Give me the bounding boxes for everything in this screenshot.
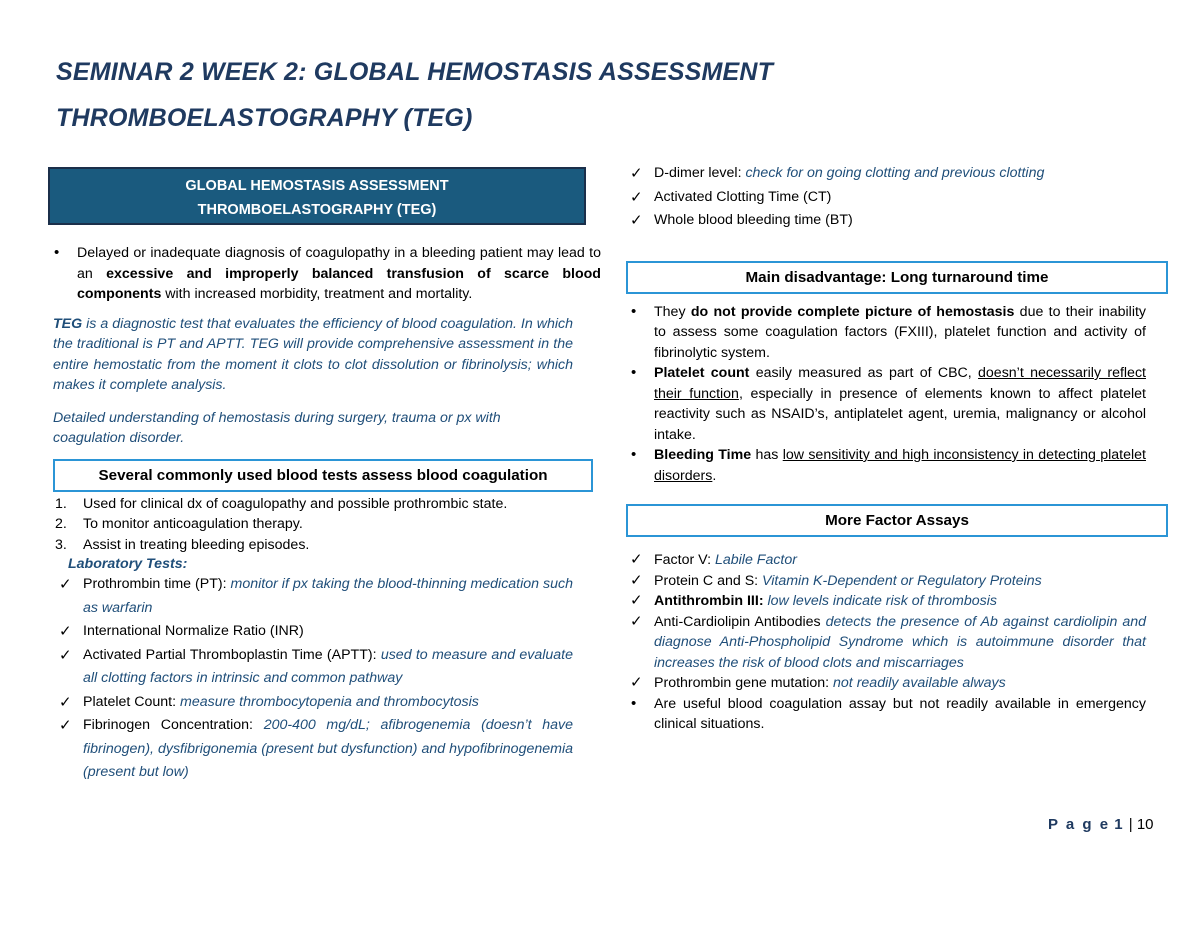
- check-icon: ✓: [630, 612, 643, 630]
- check-item-desc: check for on going clotting and previous clotting: [745, 165, 1045, 181]
- right-check-item: [626, 186, 1168, 210]
- disadvantage-text: easily measured as part of CBC,: [749, 365, 979, 381]
- disadvantage-text: has: [751, 447, 783, 463]
- intro-emphasis: excessive and improperly balanced transfusion of scarce blood components: [77, 265, 601, 302]
- check-item-label: D-dimer level:: [654, 165, 746, 181]
- intro-text: Delayed or inadequate diagnosis of coagulopathy in a bleeding patient may lead to an: [77, 245, 601, 282]
- numbered-item: [55, 514, 571, 535]
- check-icon: ✓: [59, 576, 72, 593]
- left-column: [47, 167, 601, 785]
- factor-summary-bullet: • Are useful blood coagulation assay but not readily available in emergency clinical situations.: [626, 694, 1146, 735]
- item-text: To monitor anticoagulation therapy.: [83, 516, 303, 532]
- disadvantage-emphasis: do not provide complete picture of hemostasis: [690, 303, 1015, 320]
- lab-test-desc: 200-400 mg/dL; afibrogenemia (doesn’t have fibrinogen), dysfibrigonemia (present but dysfunction) and hypofibrinogenemia (present but low): [83, 717, 574, 780]
- check-icon: ✓: [59, 646, 72, 664]
- teg-definition-text: is a diagnostic test that evaluates the efficiency of blood coagulation. In which the traditional is PT and APTT. TEG will provide comprehensive assessment in the entire hemostatic from the moment it clots to clot dissolution or fibrinolysis; which makes it complete analysis.: [53, 315, 573, 393]
- right-check-item: [626, 162, 1168, 186]
- lab-test-label: Platelet Count:: [83, 693, 181, 710]
- document-title-line-1: SEMINAR 2 WEEK 2: GLOBAL HEMOSTASIS ASSESSMENT: [56, 58, 774, 86]
- detail-paragraph: Detailed understanding of hemostasis during surgery, trauma or px with coagulation disorder.: [53, 409, 501, 446]
- item-number: 3.: [55, 536, 67, 553]
- numbered-item: [55, 535, 571, 556]
- right-check-list: [626, 162, 1168, 233]
- check-icon: ✓: [630, 212, 643, 229]
- lab-tests-list: [55, 573, 573, 785]
- lab-test-item: [55, 620, 573, 644]
- page-current: 1: [1114, 816, 1125, 833]
- section-header-box: [48, 167, 586, 225]
- lab-test-label: Activated Partial Thromboplastin Time (APTT):: [83, 646, 381, 663]
- lab-test-item: [55, 714, 573, 785]
- lab-test-desc: used to measure and evaluate all clotting factors in intrinsic and common pathway: [83, 646, 573, 686]
- lab-test-desc: monitor if px taking the blood-thinning medication such as warfarin: [83, 576, 573, 616]
- disadvantage-text: due to their inability to assess some coagulation factors (FXIII), platelet function and activity of fibrinolytic system.: [654, 303, 1147, 361]
- teg-term: TEG: [53, 315, 83, 332]
- factor-label: Anti-Cardiolipin Antibodies: [654, 613, 826, 630]
- item-number: 1.: [55, 495, 67, 512]
- lab-test-item: [55, 644, 573, 691]
- check-icon: ✓: [630, 571, 643, 589]
- factor-desc: Vitamin K-Dependent or Regulatory Proteins: [762, 572, 1042, 589]
- item-text: Used for clinical dx of coagulopathy and possible prothrombic state.: [83, 495, 508, 512]
- section-header-line-1: GLOBAL HEMOSTASIS ASSESSMENT: [185, 178, 449, 194]
- factor-assays-heading-box: More Factor Assays: [626, 504, 1168, 537]
- factor-assays-list: [626, 550, 1146, 735]
- disadvantage-list: [626, 302, 1146, 487]
- numbered-item: [55, 494, 571, 515]
- lab-tests-heading: Laboratory Tests:: [68, 556, 188, 572]
- page-number-footer: [1048, 816, 1154, 833]
- disadvantage-underline: doesn’t necessarily reflect their function: [654, 365, 1146, 402]
- check-icon: ✓: [630, 674, 643, 691]
- check-item-label: Whole blood bleeding time (BT): [654, 212, 853, 228]
- item-text: Assist in treating bleeding episodes.: [83, 536, 310, 553]
- page-label: P a g e: [1048, 816, 1111, 833]
- disadvantage-item: [626, 302, 1146, 364]
- teg-definition: [53, 314, 573, 396]
- factor-item: [626, 612, 1146, 674]
- check-icon: ✓: [59, 717, 72, 734]
- check-icon: ✓: [630, 551, 643, 568]
- factor-desc: detects the presence of Ab against cardiolipin and diagnose Anti-Phospholipid Syndrome which is autoimmune disorder that increases the risk of blood clots and miscarriages: [654, 613, 1146, 671]
- factor-desc: Labile Factor: [714, 552, 797, 568]
- lab-test-label: Fibrinogen Concentration:: [83, 717, 264, 733]
- factor-item: [626, 571, 1146, 592]
- factor-item: [626, 673, 1146, 694]
- disadvantage-item: [626, 363, 1146, 445]
- check-icon: ✓: [630, 188, 643, 206]
- item-number: 2.: [55, 516, 67, 532]
- right-check-item: [626, 209, 1168, 233]
- section-header-line-2: THROMBOELASTOGRAPHY (TEG): [197, 202, 437, 218]
- check-icon: ✓: [630, 592, 643, 609]
- lab-test-label: Prothrombin time (PT):: [83, 576, 231, 592]
- intro-text-end: with increased morbidity, treatment and mortality.: [161, 286, 473, 302]
- lab-test-desc: measure thrombocytopenia and thrombocytosis: [180, 693, 479, 710]
- lab-test-item: [55, 573, 573, 620]
- factor-desc: low levels indicate risk of thrombosis: [767, 593, 997, 609]
- check-icon: ✓: [59, 623, 72, 640]
- right-column: [626, 162, 1168, 735]
- page-total: 10: [1136, 816, 1154, 833]
- disadvantage-item: [626, 445, 1146, 486]
- disadvantage-emphasis: Platelet count: [654, 365, 750, 381]
- lab-test-item: [55, 691, 573, 715]
- document-title-line-2: THROMBOELASTOGRAPHY (TEG): [56, 104, 473, 132]
- disadvantage-text: , especially in presence of elements known to affect platelet reactivity such as NSAID’s, antiplatelet agent, uremia, malignancy or alcohol intake.: [654, 385, 1146, 443]
- numbered-list: [55, 494, 571, 556]
- factor-label: Antithrombin III:: [654, 593, 768, 609]
- factor-item: [626, 550, 1146, 571]
- disadvantage-heading-box: Main disadvantage: Long turnaround time: [626, 261, 1168, 294]
- factor-item: [626, 591, 1146, 612]
- blood-tests-heading-box: Several commonly used blood tests assess blood coagulation: [53, 459, 593, 492]
- factor-label: Protein C and S:: [654, 572, 763, 589]
- disadvantage-emphasis: Bleeding Time: [654, 447, 752, 463]
- disadvantage-underline: low sensitivity and high inconsistency in detecting platelet disorders: [654, 447, 1146, 484]
- factor-desc: not readily available always: [833, 675, 1006, 691]
- disadvantage-text: They: [654, 303, 691, 320]
- factor-label: Prothrombin gene mutation:: [654, 675, 834, 691]
- check-icon: ✓: [630, 165, 643, 182]
- lab-test-label: International Normalize Ratio (INR): [83, 623, 304, 639]
- intro-bullet: [49, 243, 601, 305]
- factor-label: Factor V:: [654, 552, 715, 568]
- check-icon: ✓: [59, 693, 72, 711]
- page-separator: |: [1124, 816, 1137, 833]
- check-item-label: Activated Clotting Time (CT): [654, 188, 832, 205]
- disadvantage-text: .: [712, 467, 717, 484]
